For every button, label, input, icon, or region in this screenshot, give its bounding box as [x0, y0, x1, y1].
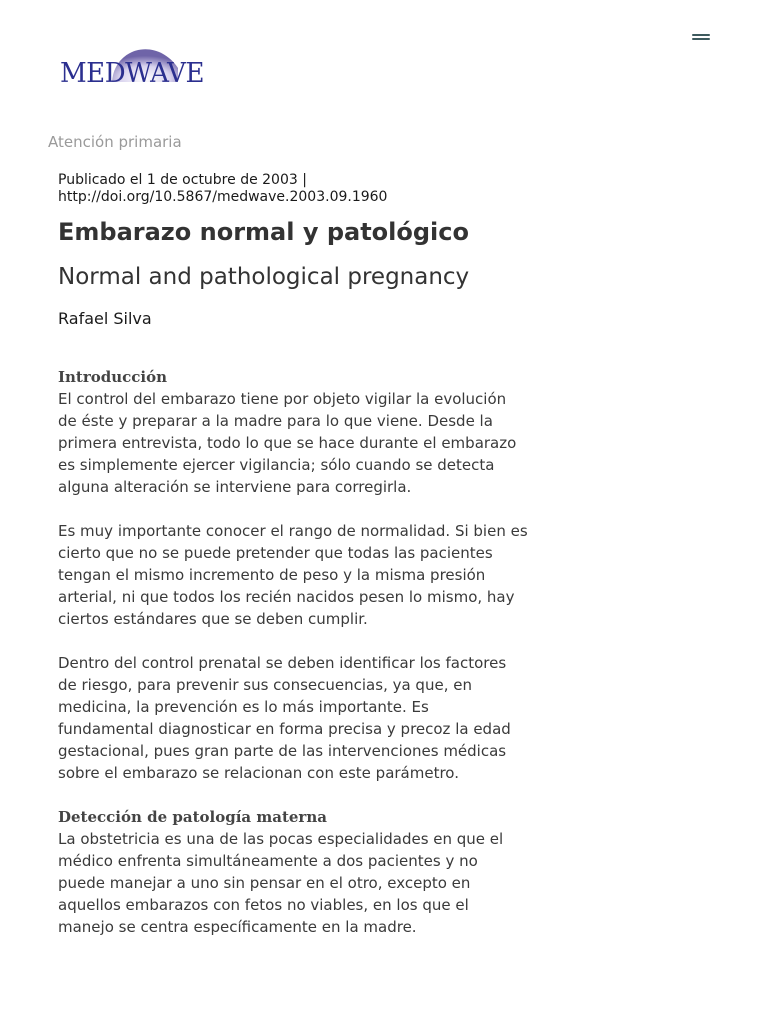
medwave-logo-graphic: [60, 38, 210, 90]
menu-button[interactable]: [688, 28, 714, 46]
article-body: [58, 366, 528, 960]
paragraph: El control del embarazo tiene por objeto vigilar la evolución de éste y preparar a la madre para lo que viene. Desde la primera entrevista, todo lo que se hace durante el embarazo es simplemente ejercer vigilancia; sólo cuando se detecta alguna alteración se interviene para corregirla.: [58, 390, 517, 496]
article-title: Embarazo normal y patológico: [58, 218, 469, 246]
hamburger-menu-icon: [692, 34, 710, 36]
publication-meta: [58, 172, 478, 206]
section-link[interactable]: Atención primaria: [48, 133, 182, 151]
paragraph: Dentro del control prenatal se deben identificar los factores de riesgo, para prevenir sus consecuencias, ya que, en medicina, la prevención es lo más importante. Es fundamental diagnosticar en forma precisa y precoz la edad gestacional, pues gran parte de las intervenciones médicas sobre el embarazo se relacionan con este parámetro.: [58, 654, 511, 782]
logo-text: MEDWAVE: [60, 58, 204, 89]
paragraph: La obstetricia es una de las pocas especialidades en que el médico enfrenta simultáneamente a dos pacientes y no puede manejar a uno sin pensar en el otro, excepto en aquellos embarazos con fetos no viables, en los que el manejo se centra específicamente en la madre.: [58, 830, 504, 936]
doi-link[interactable]: http://doi.org/10.5867/medwave.2003.09.1960: [58, 189, 388, 205]
hamburger-menu-icon-line: [692, 38, 710, 40]
section-heading-introduccion: Introducción: [58, 368, 168, 386]
author-name[interactable]: Rafael Silva: [58, 309, 152, 328]
published-date: Publicado el 1 de octubre de 2003 |: [58, 172, 307, 188]
section-heading-deteccion: Detección de patología materna: [58, 808, 327, 826]
medwave-logo[interactable]: [60, 38, 210, 90]
article-title-english: Normal and pathological pregnancy: [58, 264, 470, 290]
paragraph: Es muy importante conocer el rango de normalidad. Si bien es cierto que no se puede pretender que todas las pacientes tengan el mismo incremento de peso y la misma presión arterial, ni que todos los recién nacidos pesen lo mismo, hay ciertos estándares que se deben cumplir.: [58, 522, 528, 628]
